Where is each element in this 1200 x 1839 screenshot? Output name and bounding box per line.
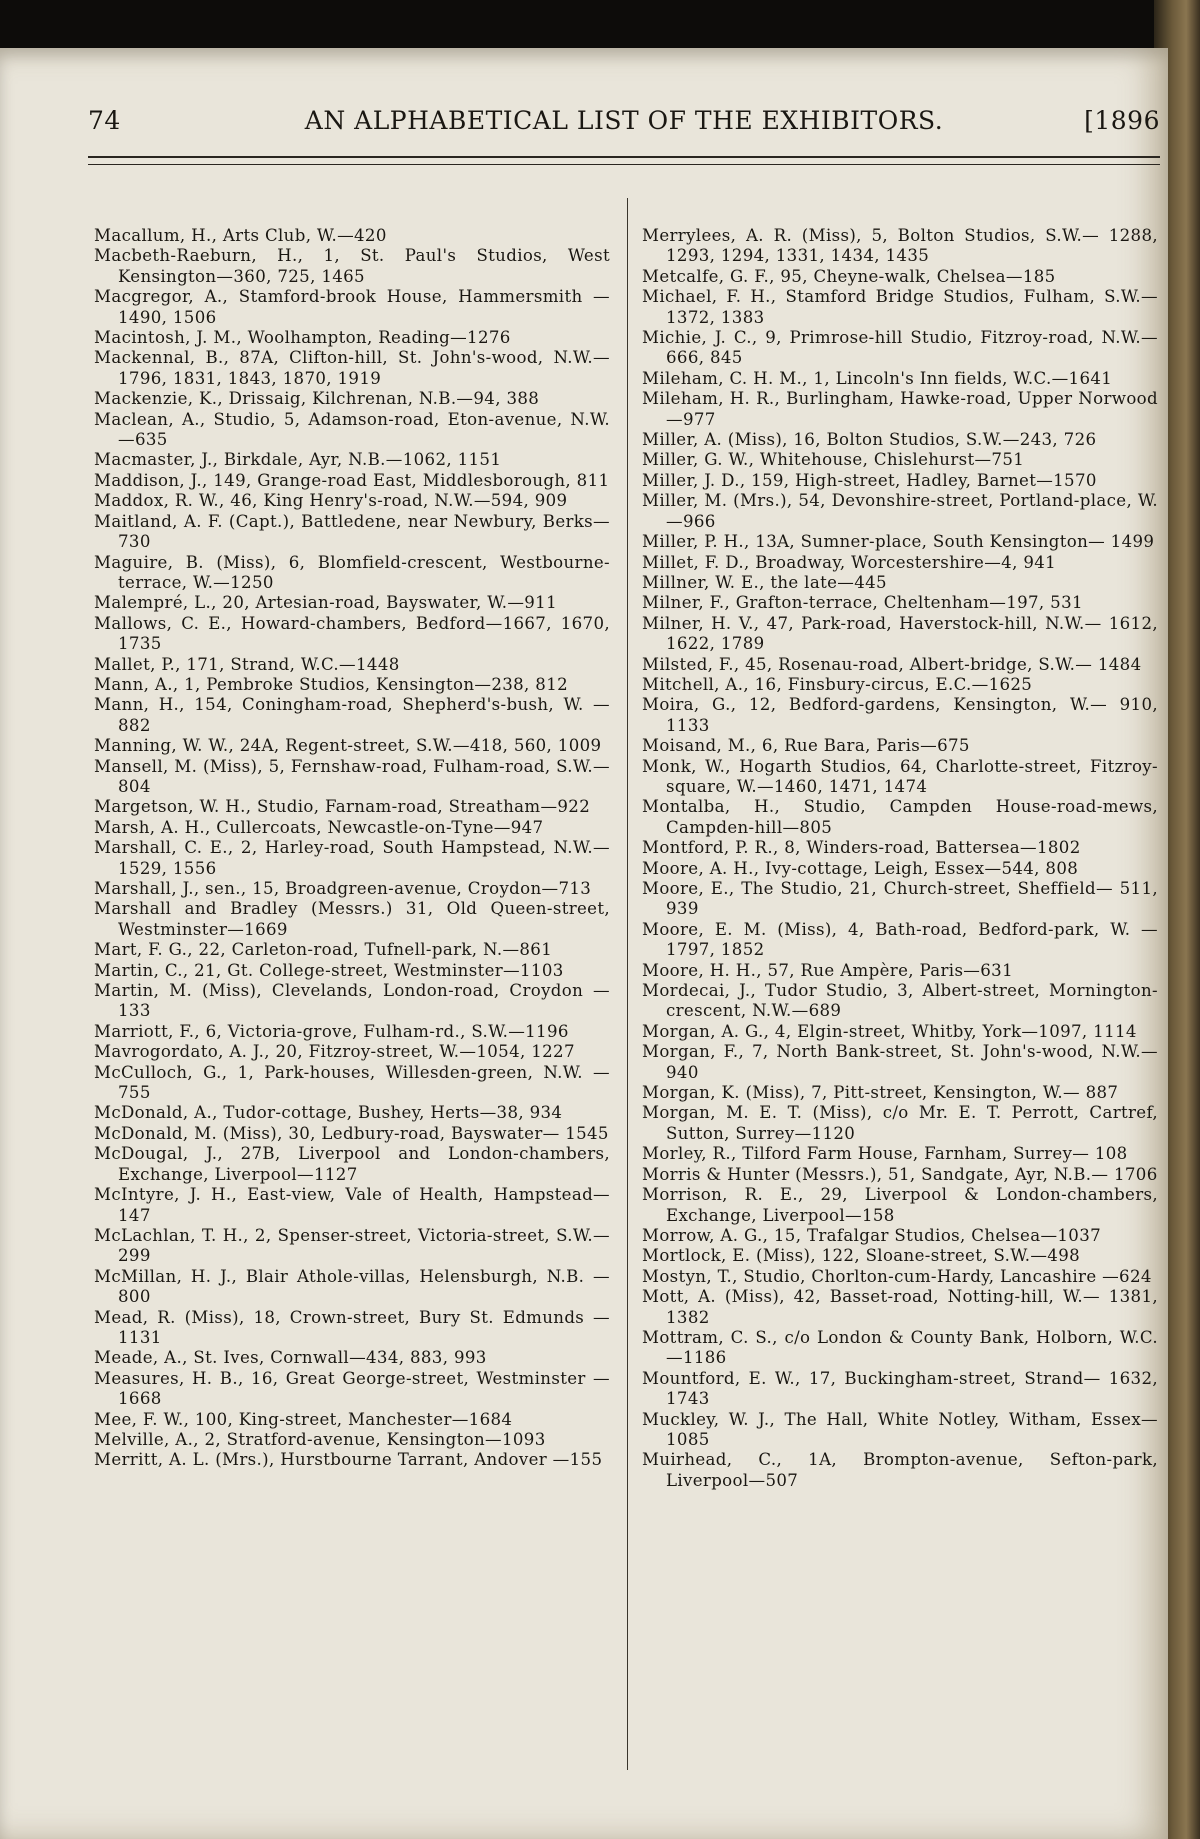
exhibitor-entry: Macintosh, J. M., Woolhampton, Reading—1276 <box>94 328 511 348</box>
exhibitor-entry: Merrylees, A. R. (Miss), 5, Bolton Studios, S.W.— 1288, 1293, 1294, 1331, 1434, 1435 <box>642 226 1158 266</box>
exhibitor-entry: Morris & Hunter (Messrs.), 51, Sandgate, Ayr, N.B.— 1706 <box>642 1164 1158 1184</box>
exhibitor-entry: Margetson, W. H., Studio, Farnam-road, Streatham—922 <box>94 797 591 817</box>
exhibitor-entry: McLachlan, T. H., 2, Spenser-street, Victoria-street, S.W.—299 <box>94 1225 610 1266</box>
exhibitor-entry: Maguire, B. (Miss), 6, Blomfield-crescent, Westbourne-terrace, W.—1250 <box>94 552 610 592</box>
exhibitor-entry: Mostyn, T., Studio, Chorlton-cum-Hardy, Lancashire —624 <box>642 1266 1152 1286</box>
exhibitor-entry: Millner, W. E., the late—445 <box>642 572 887 592</box>
exhibitor-entry: Milsted, F., 45, Rosenau-road, Albert-bridge, S.W.— 1484 <box>642 654 1142 674</box>
exhibitor-entry: Martin, C., 21, Gt. College-street, Westminster—1103 <box>94 960 564 980</box>
exhibitor-entry: McMillan, H. J., Blair Athole-villas, Helensburgh, N.B. —800 <box>94 1266 610 1307</box>
left-column <box>94 226 610 1471</box>
exhibitor-entry: Macallum, H., Arts Club, W.—420 <box>94 226 387 245</box>
exhibitor-entry: Moore, A. H., Ivy-cottage, Leigh, Essex—544, 808 <box>642 858 1079 878</box>
header-rule-thick <box>88 156 1160 158</box>
exhibitor-entry: Miller, G. W., Whitehouse, Chislehurst—751 <box>642 450 1025 470</box>
exhibitor-entry: Mortlock, E. (Miss), 122, Sloane-street, S.W.—498 <box>642 1246 1081 1266</box>
exhibitor-entry: Miller, P. H., 13A, Sumner-place, South Kensington— 1499 <box>642 532 1155 552</box>
exhibitor-entry: Mavrogordato, A. J., 20, Fitzroy-street, W.—1054, 1227 <box>94 1042 575 1062</box>
exhibitor-entry: Melville, A., 2, Stratford-avenue, Kensington—1093 <box>94 1429 546 1449</box>
exhibitor-entry: Milner, F., Grafton-terrace, Cheltenham—197, 531 <box>642 593 1083 613</box>
exhibitor-entry: Morgan, F., 7, North Bank-street, St. John's-wood, N.W.—940 <box>642 1042 1158 1082</box>
exhibitor-entry: Measures, H. B., 16, Great George-street, Westminster —1668 <box>94 1368 610 1409</box>
exhibitor-entry: Moore, H. H., 57, Rue Ampère, Paris—631 <box>642 960 1013 980</box>
running-header <box>88 106 1160 146</box>
exhibitor-entry: Mee, F. W., 100, King-street, Manchester—1684 <box>94 1409 513 1429</box>
column-divider <box>627 198 628 1770</box>
exhibitor-entry: Miller, J. D., 159, High-street, Hadley, Barnet—1570 <box>642 470 1097 490</box>
page-number: 74 <box>88 106 121 135</box>
exhibitor-entry: Montalba, H., Studio, Campden House-road-mews, Campden-hill—805 <box>642 797 1158 837</box>
exhibitor-entry: McDougal, J., 27B, Liverpool and London-chambers, Exchange, Liverpool—1127 <box>94 1144 610 1184</box>
exhibitor-entry: Michael, F. H., Stamford Bridge Studios, Fulham, S.W.—1372, 1383 <box>642 287 1158 327</box>
exhibitor-entry: McDonald, M. (Miss), 30, Ledbury-road, Bayswater— 1545 <box>94 1123 609 1143</box>
exhibitor-entry: Moore, E. M. (Miss), 4, Bath-road, Bedford-park, W. —1797, 1852 <box>642 919 1158 960</box>
exhibitor-entry: Morgan, M. E. T. (Miss), c/o Mr. E. T. Perrott, Cartref, Sutton, Surrey—1120 <box>642 1103 1158 1143</box>
exhibitor-entry: Mottram, C. S., c/o London & County Bank, Holborn, W.C.—1186 <box>642 1327 1158 1368</box>
exhibitor-entry: Muckley, W. J., The Hall, White Notley, Witham, Essex—1085 <box>642 1409 1158 1449</box>
exhibitor-entry: McDonald, A., Tudor-cottage, Bushey, Herts—38, 934 <box>94 1103 563 1123</box>
exhibitor-entry: McIntyre, J. H., East-view, Vale of Health, Hampstead—147 <box>94 1185 610 1225</box>
exhibitor-entry: Miller, A. (Miss), 16, Bolton Studios, S.W.—243, 726 <box>642 430 1097 450</box>
exhibitor-entry: Miller, M. (Mrs.), 54, Devonshire-street, Portland-place, W.—966 <box>642 491 1158 531</box>
exhibitor-entry: Macmaster, J., Birkdale, Ayr, N.B.—1062, 1151 <box>94 450 502 470</box>
exhibitor-entry: Morgan, K. (Miss), 7, Pitt-street, Kensington, W.— 887 <box>642 1083 1119 1103</box>
exhibitor-entry: Morrison, R. E., 29, Liverpool & London-chambers, Exchange, Liverpool—158 <box>642 1185 1158 1225</box>
exhibitor-entry: Manning, W. W., 24A, Regent-street, S.W.—418, 560, 1009 <box>94 736 602 756</box>
exhibitor-entry: Marshall, J., sen., 15, Broadgreen-avenue, Croydon—713 <box>94 879 592 898</box>
exhibitor-entry: Millet, F. D., Broadway, Worcestershire—4, 941 <box>642 552 1057 572</box>
exhibitor-entry: Mitchell, A., 16, Finsbury-circus, E.C.—1625 <box>642 674 1033 694</box>
exhibitor-entry: Mott, A. (Miss), 42, Basset-road, Notting-hill, W.— 1381, 1382 <box>642 1287 1158 1327</box>
exhibitor-entry: Marriott, F., 6, Victoria-grove, Fulham-rd., S.W.—1196 <box>94 1021 569 1041</box>
exhibitor-entry: Macbeth-Raeburn, H., 1, St. Paul's Studios, West Kensington—360, 725, 1465 <box>94 246 610 286</box>
exhibitor-entry: Monk, W., Hogarth Studios, 64, Charlotte-street, Fitzroy-square, W.—1460, 1471, 1474 <box>642 756 1158 796</box>
exhibitor-entry: Mackennal, B., 87A, Clifton-hill, St. John's-wood, N.W.—1796, 1831, 1843, 1870, 1919 <box>94 348 610 388</box>
exhibitor-entry: Mallet, P., 171, Strand, W.C.—1448 <box>94 654 400 674</box>
exhibitor-entry: Mead, R. (Miss), 18, Crown-street, Bury St. Edmunds —1131 <box>94 1307 610 1347</box>
exhibitor-entry: Marshall and Bradley (Messrs.) 31, Old Queen-street, Westminster—1669 <box>94 899 610 939</box>
exhibitor-entry: Mann, A., 1, Pembroke Studios, Kensington—238, 812 <box>94 674 569 694</box>
exhibitor-entry: Muirhead, C., 1A, Brompton-avenue, Sefton-park, Liverpool—507 <box>642 1450 1158 1490</box>
year-label: [1896 <box>1084 106 1160 135</box>
exhibitor-entry: Mallows, C. E., Howard-chambers, Bedford—1667, 1670, 1735 <box>94 613 610 654</box>
exhibitor-entry: Maddison, J., 149, Grange-road East, Middlesborough, 811 <box>94 470 610 490</box>
exhibitor-entry: Montford, P. R., 8, Winders-road, Battersea—1802 <box>642 838 1081 858</box>
exhibitor-entry: Merritt, A. L. (Mrs.), Hurstbourne Tarrant, Andover —155 <box>94 1450 603 1470</box>
exhibitor-entry: Moisand, M., 6, Rue Bara, Paris—675 <box>642 736 970 756</box>
exhibitor-entry: Moore, E., The Studio, 21, Church-street, Sheffield— 511, 939 <box>642 879 1158 919</box>
exhibitor-entry: Malempré, L., 20, Artesian-road, Bayswater, W.—911 <box>94 593 557 613</box>
exhibitor-entry: Martin, M. (Miss), Clevelands, London-road, Croydon —133 <box>94 981 610 1021</box>
exhibitor-entry: Marshall, C. E., 2, Harley-road, South Hampstead, N.W.—1529, 1556 <box>94 838 610 878</box>
exhibitor-entry: Mart, F. G., 22, Carleton-road, Tufnell-park, N.—861 <box>94 940 553 960</box>
exhibitor-entry: Metcalfe, G. F., 95, Cheyne-walk, Chelsea—185 <box>642 266 1056 286</box>
exhibitor-entry: McCulloch, G., 1, Park-houses, Willesden-green, N.W. —755 <box>94 1062 610 1103</box>
book-page <box>0 48 1168 1839</box>
exhibitor-entry: Macgregor, A., Stamford-brook House, Hammersmith —1490, 1506 <box>94 287 610 327</box>
exhibitor-entry: Morgan, A. G., 4, Elgin-street, Whitby, York—1097, 1114 <box>642 1021 1137 1041</box>
page-title: AN ALPHABETICAL LIST OF THE EXHIBITORS. <box>304 106 944 135</box>
exhibitor-entry: Marsh, A. H., Cullercoats, Newcastle-on-Tyne—947 <box>94 817 544 837</box>
exhibitor-entry: Milner, H. V., 47, Park-road, Haverstock-hill, N.W.— 1612, 1622, 1789 <box>642 613 1158 654</box>
exhibitor-entry: Meade, A., St. Ives, Cornwall—434, 883, 993 <box>94 1348 487 1368</box>
exhibitor-entry: Maddox, R. W., 46, King Henry's-road, N.W.—594, 909 <box>94 491 568 511</box>
right-column <box>642 226 1158 1491</box>
exhibitor-entry: Mountford, E. W., 17, Buckingham-street, Strand— 1632, 1743 <box>642 1368 1158 1409</box>
exhibitor-entry: Mann, H., 154, Coningham-road, Shepherd's-bush, W. —882 <box>94 695 610 735</box>
exhibitor-entry: Maclean, A., Studio, 5, Adamson-road, Eton-avenue, N.W.—635 <box>94 409 610 450</box>
exhibitor-entry: Mordecai, J., Tudor Studio, 3, Albert-street, Mornington-crescent, N.W.—689 <box>642 981 1158 1021</box>
header-rule-thin <box>88 164 1160 165</box>
exhibitor-entry: Mackenzie, K., Drissaig, Kilchrenan, N.B.—94, 388 <box>94 389 540 409</box>
exhibitor-entry: Morrow, A. G., 15, Trafalgar Studios, Chelsea—1037 <box>642 1225 1102 1245</box>
exhibitor-entry: Mileham, H. R., Burlingham, Hawke-road, Upper Norwood—977 <box>642 389 1158 429</box>
exhibitor-entry: Michie, J. C., 9, Primrose-hill Studio, Fitzroy-road, N.W.—666, 845 <box>642 328 1158 368</box>
exhibitor-entry: Maitland, A. F. (Capt.), Battledene, near Newbury, Berks—730 <box>94 511 610 552</box>
exhibitor-entry: Mileham, C. H. M., 1, Lincoln's Inn fields, W.C.—1641 <box>642 368 1113 388</box>
exhibitor-entry: Mansell, M. (Miss), 5, Fernshaw-road, Fulham-road, S.W.—804 <box>94 756 610 796</box>
exhibitor-entry: Morley, R., Tilford Farm House, Farnham, Surrey— 108 <box>642 1144 1128 1164</box>
exhibitor-entry: Moira, G., 12, Bedford-gardens, Kensington, W.— 910, 1133 <box>642 695 1158 735</box>
